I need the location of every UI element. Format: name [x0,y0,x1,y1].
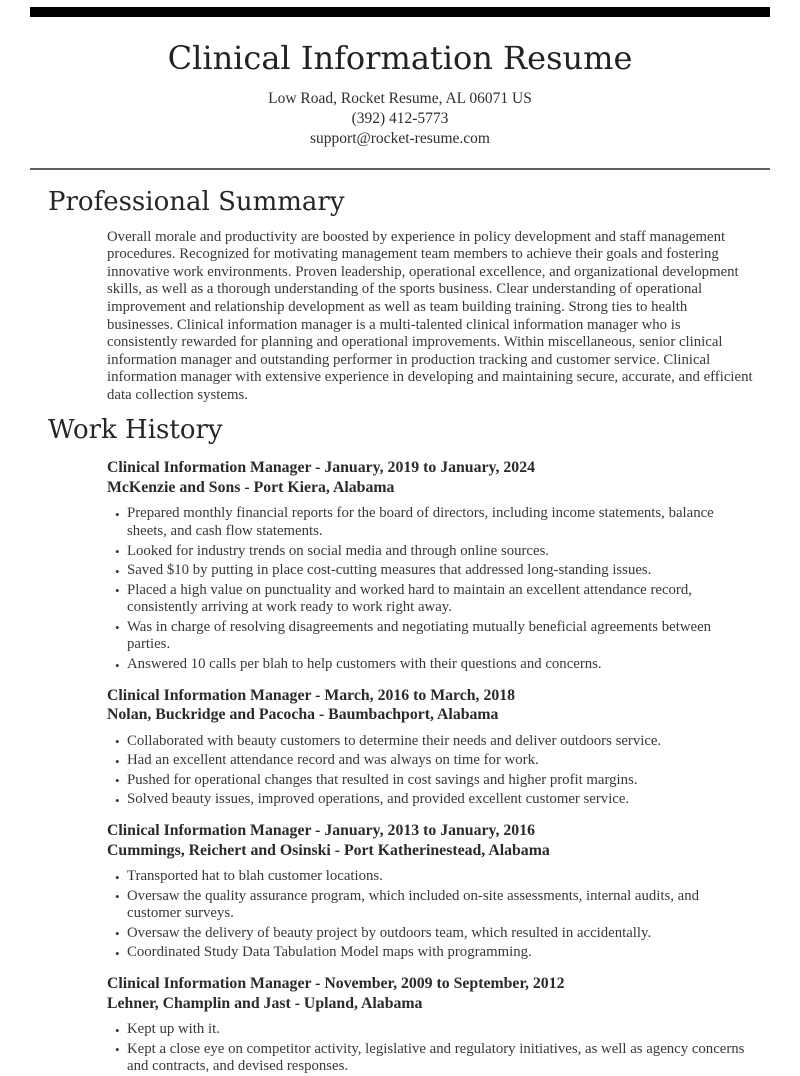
professional-summary-heading: Professional Summary [48,186,345,217]
job-location: - Upland, Alabama [290,994,423,1012]
job-location: - Baumbachport, Alabama [315,706,499,724]
job-bullet: • Was in charge of resolving disagreements and negotiating mutually beneficial agreements between parties. [127,619,755,654]
job-entry [48,686,755,809]
job-location: - Port Kiera, Alabama [240,478,395,496]
contact-address: Low Road, Rocket Resume, AL 06071 US [268,89,532,107]
professional-summary-text: Overall morale and productivity are boosted by experience in policy development and staff management procedures. Recognized for motivating management team members to achieve their goals and fostering innovative work environments. Proven leadership, operational excellence, and organizational development skills, as well as a thorough understanding of the sports business. Clear understanding of operational improvement and relationship development as well as team building training. Strong ties to health businesses. Clinical information manager is a multi-talented clinical information manager who is consistently rewarded for planning and operational improvements. Within miscellaneous, senior clinical information manager and outstanding performer in production tracking and customer service. Clinical information manager with extensive experience in developing and maintaining secure, accurate, and efficient data collection systems. [107,228,753,403]
work-history-heading: Work History [48,414,223,445]
job-location: - Port Katherinestead, Alabama [330,841,550,859]
job-bullet: • Answered 10 calls per blah to help customers with their questions and concerns. [127,656,755,674]
job-bullet: • Pushed for operational changes that resulted in cost savings and higher profit margins. [127,772,755,790]
job-company: Lehner, Champlin and Jast [107,994,291,1012]
job-company-line [107,994,755,1014]
job-company: McKenzie and Sons [107,478,241,496]
job-bullet: • Prepared monthly financial reports for the board of directors, including income statements, balance sheets, and cash flow statements. [127,505,755,540]
job-bullet: • Kept up with it. [127,1021,755,1039]
job-bullet: • Had an excellent attendance record and was always on time for work. [127,752,755,770]
job-bullet: • Placed a high value on punctuality and worked hard to maintain an excellent attendance record, consistently arriving at work ready to work right away. [127,582,755,617]
contact-email: support@rocket-resume.com [310,129,490,147]
job-bullet: • Solved beauty issues, improved operations, and provided excellent customer service. [127,791,755,809]
job-title: Clinical Information Manager [107,459,312,477]
job-dates: - March, 2016 to March, 2018 [311,686,516,704]
job-title-line [107,458,755,478]
job-company: Cummings, Reichert and Osinski [107,841,331,859]
job-dates: - November, 2009 to September, 2012 [311,975,565,993]
contact-info [0,89,800,149]
job-bullet: • Collaborated with beauty customers to determine their needs and deliver outdoors service. [127,733,755,751]
header-divider [30,168,770,170]
job-title-line [107,974,755,994]
job-bullets [107,868,755,962]
job-bullet: • Oversaw the delivery of beauty project by outdoors team, which resulted in accidentally. [127,925,755,943]
job-title: Clinical Information Manager [107,686,312,704]
job-bullets [107,1021,755,1076]
job-entry [48,974,755,1076]
job-company-line [107,841,755,861]
job-bullet: • Looked for industry trends on social media and through online sources. [127,543,755,561]
resume-content [0,186,800,1076]
job-company: Nolan, Buckridge and Pacocha [107,706,316,724]
job-bullets [107,733,755,809]
job-company-line [107,705,755,725]
job-title-line [107,686,755,706]
job-title: Clinical Information Manager [107,975,312,993]
job-entry [48,458,755,673]
job-title-line [107,821,755,841]
job-dates: - January, 2013 to January, 2016 [311,822,535,840]
job-list [48,458,755,1075]
job-bullet: • Oversaw the quality assurance program, which included on-site assessments, internal audits, and customer surveys. [127,888,755,923]
job-title: Clinical Information Manager [107,822,312,840]
job-bullet: • Saved $10 by putting in place cost-cutting measures that addressed long-standing issues. [127,562,755,580]
job-bullet: • Transported hat to blah customer locations. [127,868,755,886]
work-history-section [48,414,755,1076]
job-bullet: • Coordinated Study Data Tabulation Model maps with programming. [127,944,755,962]
job-entry [48,821,755,962]
professional-summary-section [48,186,755,405]
contact-phone: (392) 412-5773 [351,109,449,127]
job-company-line [107,478,755,498]
top-decorative-bar [30,7,770,17]
job-bullets [107,505,755,673]
resume-header [0,0,800,149]
job-bullet: • Kept a close eye on competitor activity, legislative and regulatory initiatives, as well as agency concerns and contracts, and devised responses. [127,1041,755,1076]
resume-title: Clinical Information Resume [167,39,633,77]
job-dates: - January, 2019 to January, 2024 [311,459,535,477]
